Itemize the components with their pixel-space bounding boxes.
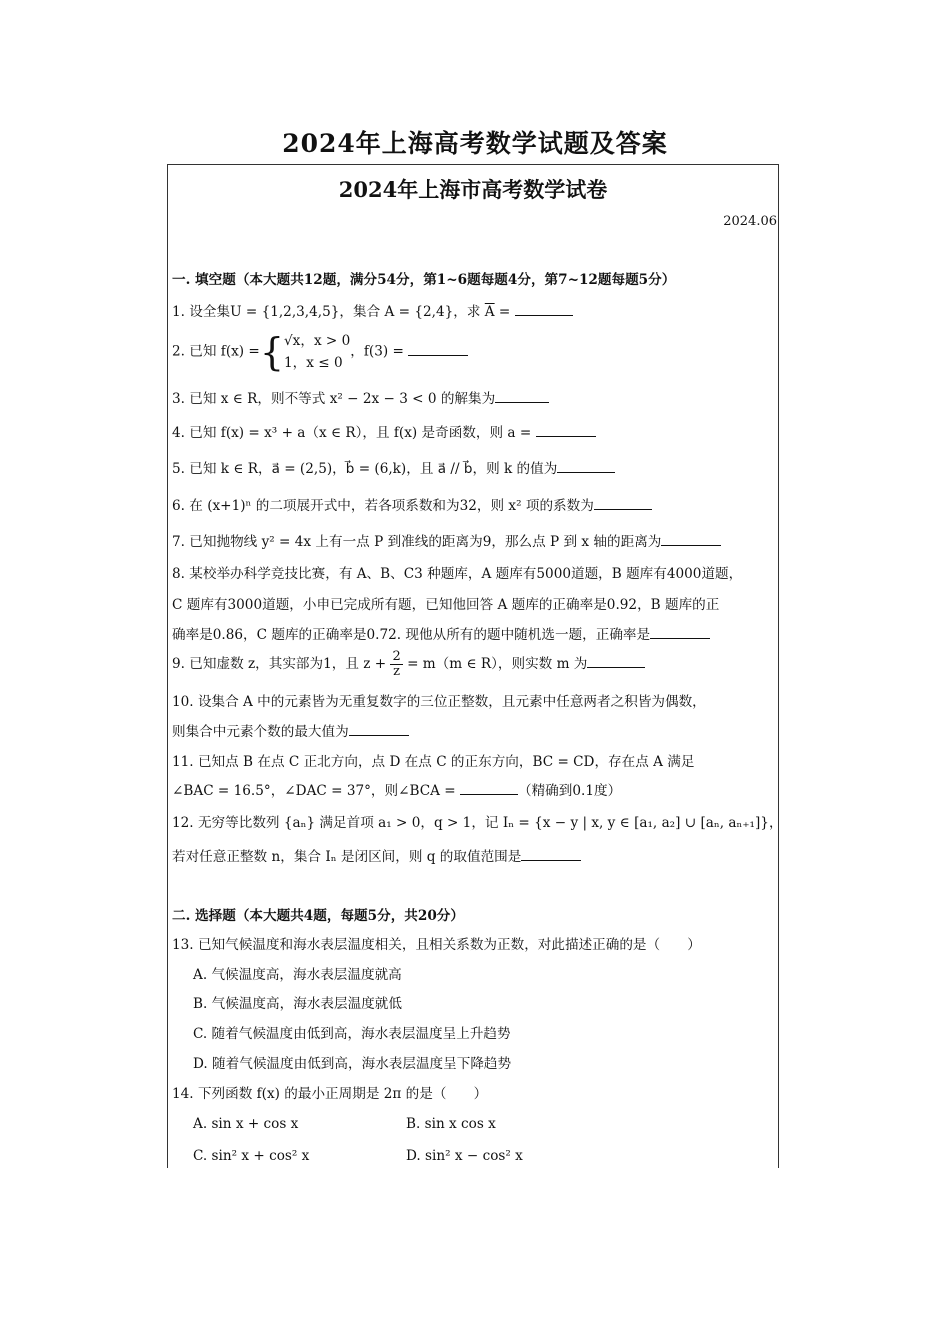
question-14-option-c: C. sin² x + cos² x	[193, 1148, 310, 1164]
answer-blank	[495, 390, 549, 403]
answer-blank	[515, 303, 573, 316]
document-title: 2024年上海高考数学试题及答案	[282, 129, 668, 158]
answer-blank	[557, 460, 615, 473]
question-8-line-3: 确率是0.86，C 题库的正确率是0.72. 现他从所有的题中随机选一题，正确率是	[172, 623, 710, 643]
question-10-line-2: 则集合中元素个数的最大值为	[172, 720, 409, 740]
question-13-option-d: D. 随着气候温度由低到高，海水表层温度呈下降趋势	[193, 1056, 512, 1072]
question-13-stem: 13. 已知气候温度和海水表层温度相关，且相关系数为正数，对此描述正确的是（ ）	[172, 937, 701, 953]
question-8-line-1: 8. 某校举办科学竞技比赛，有 A、B、C3 种题库，A 题库有5000道题，B 题库有4000道题，	[172, 566, 743, 582]
answer-blank	[587, 655, 645, 668]
fraction-2-over-z: $\frac{2}{z}$	[392, 649, 401, 679]
exam-date: 2024.06	[723, 214, 777, 229]
question-11-line-2: ∠BAC = 16.5°，∠DAC = 37°，则∠BCA = （精确到0.1度）	[172, 783, 622, 799]
paper-title: 2024年上海市高考数学试卷	[338, 177, 608, 202]
question-9: 9. 已知虚数 z，其实部为1，且 z + $\frac{2}{z}$ = m（m ∈ R），则实数 m 为	[172, 650, 645, 679]
question-3: 3. 已知 x ∈ R，则不等式 x² − 2x − 3 < 0 的解集为	[172, 387, 549, 407]
question-7: 7. 已知抛物线 y² = 4x 上有一点 P 到准线的距离为9，那么点 P 到 x 轴的距离为	[172, 530, 721, 550]
question-14-option-b: B. sin x cos x	[406, 1116, 496, 1132]
question-6: 6. 在 (x+1)ⁿ 的二项展开式中，若各项系数和为32，则 x² 项的系数为	[172, 494, 652, 514]
question-5: 5. 已知 k ∈ R，a⃗ = (2,5)，b⃗ = (6,k)，且 a⃗ // b⃗，则 k 的值为	[172, 457, 615, 477]
question-12-line-2: 若对任意正整数 n，集合 Iₙ 是闭区间，则 q 的取值范围是	[172, 845, 581, 865]
question-4: 4. 已知 f(x) = x³ + a（x ∈ R），且 f(x) 是奇函数，则 a =	[172, 421, 596, 441]
question-13-option-c: C. 随着气候温度由低到高，海水表层温度呈上升趋势	[193, 1026, 511, 1042]
question-8-line-2: C 题库有3000道题，小申已完成所有题，已知他回答 A 题库的正确率是0.92，B 题库的正	[172, 597, 720, 613]
question-11-line-1: 11. 已知点 B 在点 C 正北方向，点 D 在点 C 的正东方向，BC = CD，存在点 A 满足	[172, 754, 695, 770]
section1-header: 一. 填空题（本大题共12题，满分54分，第1~6题每题4分，第7~12题每题5分）	[172, 272, 676, 288]
answer-blank	[349, 723, 409, 736]
question-14-option-a: A. sin x + cos x	[193, 1116, 299, 1132]
answer-blank	[460, 782, 518, 795]
question-10-line-1: 10. 设集合 A 中的元素皆为无重复数字的三位正整数，且元素中任意两者之积皆为偶数，	[172, 694, 706, 710]
question-12-line-1: 12. 无穷等比数列 {aₙ} 满足首项 a₁ > 0，q > 1，记 Iₙ = {x − y | x, y ∈ [a₁, a₂] ∪ [aₙ, aₙ₊₁]}，	[172, 815, 783, 831]
answer-blank	[661, 533, 721, 546]
question-13-option-b: B. 气候温度高，海水表层温度就低	[193, 996, 402, 1012]
question-2: 2. 已知 f(x) ={ √x，x > 0 1，x ≤ 0 ，f(3) =	[172, 330, 468, 374]
answer-blank	[408, 343, 468, 356]
question-14-stem: 14. 下列函数 f(x) 的最小正周期是 2π 的是（ ）	[172, 1086, 488, 1102]
section2-header: 二. 选择题（本大题共4题，每题5分，共20分）	[172, 908, 464, 924]
answer-blank	[650, 626, 710, 639]
question-14-option-d: D. sin² x − cos² x	[406, 1148, 523, 1164]
answer-blank	[536, 424, 596, 437]
answer-blank	[594, 497, 652, 510]
answer-blank	[521, 848, 581, 861]
question-13-option-a: A. 气候温度高，海水表层温度就高	[193, 967, 402, 983]
question-1: 1. 设全集U = {1,2,3,4,5}，集合 A = {2,4}，求 $\overline{A}$ =	[172, 300, 573, 320]
